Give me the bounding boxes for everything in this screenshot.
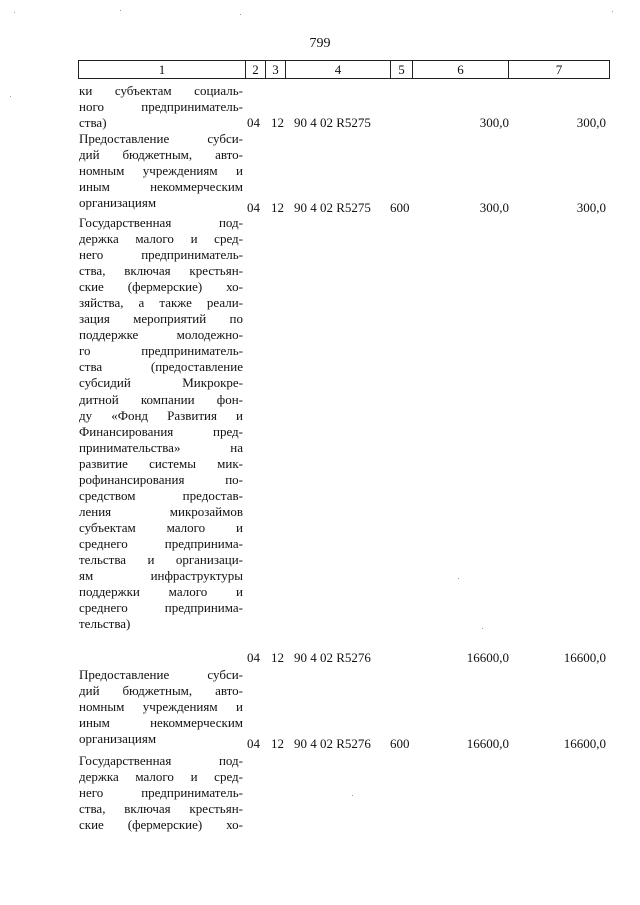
description-line: субъектам малого и bbox=[79, 519, 243, 535]
description-line: организациям bbox=[79, 731, 157, 747]
description-line: Предоставление субси- bbox=[79, 131, 243, 146]
description-line: него предприниматель- bbox=[79, 785, 243, 801]
description-line: ства (предоставление bbox=[79, 359, 243, 375]
target-article-code: 90 4 02 R5275 bbox=[294, 200, 371, 215]
row-description bbox=[79, 131, 243, 211]
header-col-2: 2 bbox=[246, 61, 266, 78]
header-col-6: 6 bbox=[413, 61, 509, 78]
section-code: 04 bbox=[247, 650, 260, 665]
header-col-5: 5 bbox=[391, 61, 413, 78]
description-line: субсидий Микрокре- bbox=[79, 375, 243, 391]
subsection-code: 12 bbox=[271, 736, 284, 751]
target-article-code: 90 4 02 R5276 bbox=[294, 650, 371, 665]
description-line: дий бюджетным, авто- bbox=[79, 683, 243, 699]
description-line: Финансирования пред- bbox=[79, 423, 243, 439]
subsection-code: 12 bbox=[271, 200, 284, 215]
description-line: держка малого и сред- bbox=[79, 769, 243, 785]
header-col-7: 7 bbox=[555, 62, 563, 77]
description-line: ям инфраструктуры bbox=[79, 568, 243, 584]
description-line: принимательства» на bbox=[79, 439, 243, 455]
header-col-3: 3 bbox=[266, 61, 286, 78]
description-line: поддержки малого и bbox=[79, 584, 243, 600]
amount-col-6: 16600,0 bbox=[466, 736, 509, 751]
description-line: тельства) bbox=[79, 616, 131, 632]
section-code: 04 bbox=[247, 736, 260, 751]
description-line: ские (фермерские) хо- bbox=[79, 817, 243, 833]
scan-speck bbox=[458, 578, 459, 579]
description-line: тельства и организаци- bbox=[79, 551, 243, 567]
description-line: организациям bbox=[79, 195, 157, 211]
description-line: держка малого и сред- bbox=[79, 231, 243, 247]
amount-col-7: 300,0 bbox=[576, 200, 606, 215]
expense-type-code: 600 bbox=[390, 736, 410, 751]
description-line: ские (фермерские) хо- bbox=[79, 279, 243, 295]
description-line: иным некоммерческим bbox=[79, 179, 243, 195]
description-line: иным некоммерческим bbox=[79, 715, 243, 731]
section-code: 04 bbox=[247, 200, 260, 215]
description-line: ства, включая крестьян- bbox=[79, 263, 243, 279]
description-line: ного предприниматель- bbox=[79, 99, 243, 115]
description-line: ства, включая крестьян- bbox=[79, 801, 243, 817]
row-description bbox=[79, 753, 243, 833]
description-line: ки субъектам социаль- bbox=[79, 83, 243, 98]
description-line: Предоставление субси- bbox=[79, 667, 243, 682]
description-line: номным учреждениям и bbox=[79, 699, 243, 715]
description-line: Государственная под- bbox=[79, 215, 243, 230]
subsection-code: 12 bbox=[271, 115, 284, 130]
scan-speck bbox=[352, 795, 353, 796]
expense-type-code: 600 bbox=[390, 200, 410, 215]
amount-col-6: 300,0 bbox=[479, 200, 509, 215]
subsection-code: 12 bbox=[271, 650, 284, 665]
header-col-4: 4 bbox=[286, 61, 391, 78]
description-line: него предприниматель- bbox=[79, 247, 243, 263]
description-line: Государственная под- bbox=[79, 753, 243, 768]
section-code: 04 bbox=[247, 115, 260, 130]
scan-speck bbox=[120, 10, 121, 11]
page-number: 799 bbox=[309, 36, 331, 51]
scan-speck bbox=[240, 14, 241, 15]
header-col-1: 1 bbox=[79, 61, 246, 78]
description-line: поддержке молодежно- bbox=[79, 327, 243, 343]
description-line: среднего предпринима- bbox=[79, 600, 243, 616]
scan-speck bbox=[612, 11, 613, 12]
description-line: дитной компании фон- bbox=[79, 391, 243, 407]
scan-speck bbox=[10, 96, 11, 97]
description-line: ства) bbox=[79, 115, 107, 131]
description-line: го предприниматель- bbox=[79, 343, 243, 359]
amount-col-6: 300,0 bbox=[479, 115, 509, 130]
amount-col-6: 16600,0 bbox=[466, 650, 509, 665]
description-line: ления микрозаймов bbox=[79, 503, 243, 519]
description-line: ду «Фонд Развития и bbox=[79, 407, 243, 423]
description-line: зяйства, а также реали- bbox=[79, 295, 243, 311]
row-description bbox=[79, 667, 243, 747]
amount-col-7: 300,0 bbox=[576, 115, 606, 130]
scan-speck bbox=[14, 12, 15, 13]
target-article-code: 90 4 02 R5275 bbox=[294, 115, 371, 130]
description-line: рофинансирования по- bbox=[79, 471, 243, 487]
description-line: среднего предпринима- bbox=[79, 535, 243, 551]
table-header bbox=[78, 60, 610, 79]
scan-speck bbox=[482, 628, 483, 629]
amount-col-7: 16600,0 bbox=[563, 736, 606, 751]
description-line: номным учреждениям и bbox=[79, 163, 243, 179]
description-line: развитие системы мик- bbox=[79, 455, 243, 471]
row-description bbox=[79, 83, 243, 131]
row-description bbox=[79, 215, 243, 632]
description-line: средством предостав- bbox=[79, 487, 243, 503]
description-line: зация мероприятий по bbox=[79, 311, 243, 327]
amount-col-7: 16600,0 bbox=[563, 650, 606, 665]
description-line: дий бюджетным, авто- bbox=[79, 147, 243, 163]
target-article-code: 90 4 02 R5276 bbox=[294, 736, 371, 751]
